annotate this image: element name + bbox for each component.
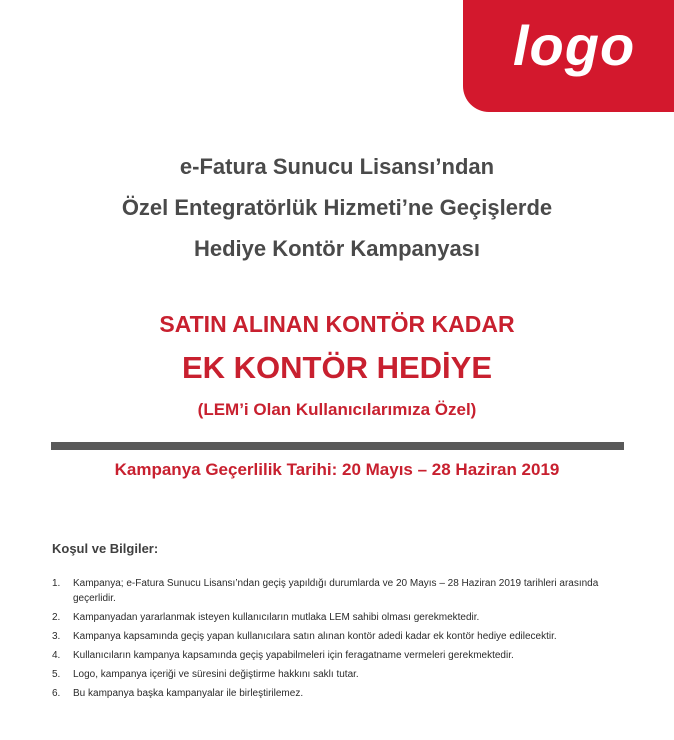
logo-banner: [463, 0, 674, 112]
logo-wordmark: logo: [513, 14, 636, 77]
list-item-text: Kampanyadan yararlanmak isteyen kullanıcıların mutlaka LEM sahibi olması gerekmektedir.: [73, 612, 480, 623]
terms-heading: Koşul ve Bilgiler:: [52, 541, 159, 556]
list-item-text: Kullanıcıların kampanya kapsamında geçiş yapabilmeleri için feragatname vermeleri gerekmektedir.: [73, 650, 514, 661]
list-item-text: Logo, kampanya içeriği ve süresini değiştirme hakkını saklı tutar.: [73, 669, 359, 680]
promo-subheading: SATIN ALINAN KONTÖR KADAR: [159, 311, 515, 337]
promo-heading: EK KONTÖR HEDİYE: [181, 350, 493, 385]
promo-note: (LEM’i Olan Kullanıcılarımıza Özel): [197, 400, 477, 419]
list-item: [52, 610, 642, 625]
list-item: [52, 648, 642, 663]
list-item-number: 4.: [52, 650, 61, 661]
list-item-number: 6.: [52, 688, 61, 699]
title-line-1: e-Fatura Sunucu Lisansı’ndan: [179, 154, 495, 179]
terms-list: [52, 576, 642, 705]
list-item-number: 2.: [52, 612, 61, 623]
list-item-text: Kampanya kapsamında geçiş yapan kullanıcılara satın alınan kontör adedi kadar ek kontör hediye edilecektir.: [73, 631, 557, 642]
list-item-number: 1.: [52, 578, 61, 589]
list-item: [52, 667, 642, 682]
section-divider: [51, 442, 624, 450]
document-title: [0, 146, 674, 269]
list-item: [52, 629, 642, 644]
list-item: [52, 686, 642, 701]
list-item-text: Bu kampanya başka kampanyalar ile birleştirilemez.: [73, 688, 304, 699]
list-item-text: Kampanya; e-Fatura Sunucu Lisansı’ndan geçiş yapıldığı durumlarda ve 20 Mayıs – 28 Haziran 2019 tarihleri arasında geçerlidir.: [73, 578, 599, 604]
list-item: [52, 576, 642, 606]
title-line-2: Özel Entegratörlük Hizmeti’ne Geçişlerde: [121, 195, 553, 220]
title-line-3: Hediye Kontör Kampanyası: [193, 236, 481, 261]
list-item-number: 3.: [52, 631, 61, 642]
validity-dates: Kampanya Geçerlilik Tarihi: 20 Mayıs – 28 Haziran 2019: [114, 460, 560, 479]
list-item-number: 5.: [52, 669, 61, 680]
